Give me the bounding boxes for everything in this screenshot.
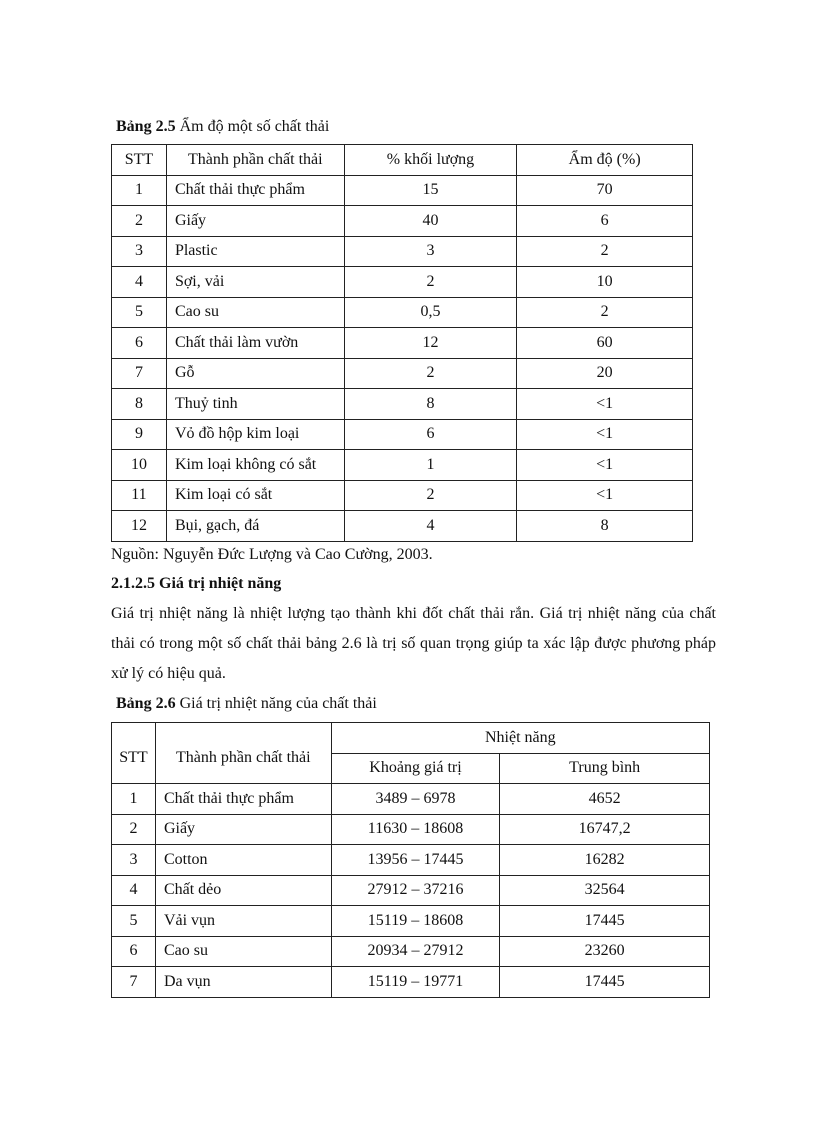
table-cell: 3	[344, 236, 517, 267]
table-cell: Gỗ	[166, 358, 344, 389]
table-cell: 0,5	[344, 297, 517, 328]
table-cell: 1	[112, 175, 167, 206]
table-cell: 16747,2	[500, 814, 710, 845]
section-paragraph: Giá trị nhiệt năng là nhiệt lượng tạo thành khi đốt chất thải rắn. Giá trị nhiệt năng của chất thải có trong một số chất thải bảng 2.6 là trị số quan trọng giúp ta xác lập được phương pháp xử lý có hiệu quả.	[111, 605, 716, 682]
table-row	[112, 267, 693, 298]
table-cell: Cotton	[155, 845, 331, 876]
table-row	[112, 511, 693, 542]
table-cell: Plastic	[166, 236, 344, 267]
table-cell: 10	[517, 267, 693, 298]
table-cell: Thuỷ tinh	[166, 389, 344, 420]
header-cell: % khối lượng	[344, 145, 517, 176]
table-cell: 15119 – 18608	[331, 906, 500, 937]
table-cell: 2	[112, 206, 167, 237]
table-cell: 10	[112, 450, 167, 481]
table-cell: 9	[112, 419, 167, 450]
table-cell: Kim loại không có sắt	[166, 450, 344, 481]
table-cell: 20934 – 27912	[331, 936, 500, 967]
table-cell: 4	[344, 511, 517, 542]
table2-caption-label: Bảng 2.6	[116, 695, 176, 712]
table-cell: 1	[344, 450, 517, 481]
table-row	[112, 419, 693, 450]
table-cell: Chất thải thực phẩm	[166, 175, 344, 206]
table-row	[112, 845, 710, 876]
table-cell: Vỏ đồ hộp kim loại	[166, 419, 344, 450]
table-cell: Bụi, gạch, đá	[166, 511, 344, 542]
table-cell: 20	[517, 358, 693, 389]
table-cell: <1	[517, 389, 693, 420]
table-cell: 8	[344, 389, 517, 420]
table-cell: Vải vụn	[155, 906, 331, 937]
table-cell: 4	[112, 267, 167, 298]
table-row	[112, 784, 710, 815]
table-row	[112, 967, 710, 998]
table-cell: 2	[344, 267, 517, 298]
table-cell: 12	[112, 511, 167, 542]
table-cell: 2	[517, 297, 693, 328]
table-cell: 15119 – 19771	[331, 967, 500, 998]
table-cell: 27912 – 37216	[331, 875, 500, 906]
table-cell: 12	[344, 328, 517, 359]
table-cell: 4	[112, 875, 156, 906]
table1-caption	[116, 117, 329, 137]
table-cell: 11630 – 18608	[331, 814, 500, 845]
table-cell: 2	[344, 358, 517, 389]
table-cell: 40	[344, 206, 517, 237]
section-heading: 2.1.2.5 Giá trị nhiệt năng	[111, 575, 282, 592]
table-cell: <1	[517, 450, 693, 481]
table-cell: 32564	[500, 875, 710, 906]
table-cell: 3489 – 6978	[331, 784, 500, 815]
table-cell: 5	[112, 297, 167, 328]
table-cell: 8	[112, 389, 167, 420]
table-row	[112, 206, 693, 237]
header-cell: STT	[112, 145, 167, 176]
table-cell: Chất thải thực phẩm	[155, 784, 331, 815]
table-cell: Da vụn	[155, 967, 331, 998]
table-cell: 70	[517, 175, 693, 206]
table-row	[112, 358, 693, 389]
table-cell: Giấy	[155, 814, 331, 845]
table-cell: Chất thải làm vườn	[166, 328, 344, 359]
table-cell: 23260	[500, 936, 710, 967]
table-row	[112, 936, 710, 967]
table1-caption-label: Bảng 2.5	[116, 118, 176, 135]
table-cell: 13956 – 17445	[331, 845, 500, 876]
table-cell: 7	[112, 967, 156, 998]
table-cell: 17445	[500, 906, 710, 937]
table-cell: 2	[344, 480, 517, 511]
table-cell: 17445	[500, 967, 710, 998]
table-cell: 6	[344, 419, 517, 450]
table-row	[112, 175, 693, 206]
table-cell: 2	[112, 814, 156, 845]
table-cell: 16282	[500, 845, 710, 876]
header-cell: Thành phần chất thải	[166, 145, 344, 176]
table-row	[112, 389, 693, 420]
table-cell: 11	[112, 480, 167, 511]
table-cell: Chất dẻo	[155, 875, 331, 906]
table-cell: Sợi, vải	[166, 267, 344, 298]
table-cell: 3	[112, 236, 167, 267]
header-cell-avg: Trung bình	[500, 753, 710, 784]
table-row	[112, 906, 710, 937]
table2-caption	[116, 694, 377, 714]
table-row	[112, 480, 693, 511]
table-row	[112, 450, 693, 481]
table-header-row	[112, 723, 710, 754]
table-cell: 5	[112, 906, 156, 937]
table-row	[112, 297, 693, 328]
table-cell: <1	[517, 480, 693, 511]
table-row	[112, 236, 693, 267]
table-cell: 7	[112, 358, 167, 389]
table-cell: 8	[517, 511, 693, 542]
table-cell: Kim loại có sắt	[166, 480, 344, 511]
table1-caption-text: Ẩm độ một số chất thải	[175, 118, 330, 135]
heat-value-table	[111, 722, 710, 998]
table-row	[112, 814, 710, 845]
table-row	[112, 328, 693, 359]
table-header-row	[112, 145, 693, 176]
table-cell: 1	[112, 784, 156, 815]
table2-caption-text: Giá trị nhiệt năng của chất thải	[175, 695, 377, 712]
table-cell: 60	[517, 328, 693, 359]
table-cell: <1	[517, 419, 693, 450]
header-cell-component: Thành phần chất thải	[155, 723, 331, 784]
table-cell: Cao su	[155, 936, 331, 967]
table-cell: 15	[344, 175, 517, 206]
moisture-table	[111, 144, 693, 542]
table-row	[112, 875, 710, 906]
moisture-table-body	[112, 175, 693, 541]
heat-value-table-body	[112, 784, 710, 998]
table-cell: 3	[112, 845, 156, 876]
header-cell-range: Khoảng giá trị	[331, 753, 500, 784]
table-cell: 6	[112, 328, 167, 359]
table-cell: Cao su	[166, 297, 344, 328]
table-cell: 6	[112, 936, 156, 967]
table1-source: Nguồn: Nguyễn Đức Lượng và Cao Cường, 2003.	[111, 546, 433, 563]
header-cell-stt: STT	[112, 723, 156, 784]
header-cell: Ẩm độ (%)	[517, 145, 693, 176]
table-cell: 4652	[500, 784, 710, 815]
table-cell: 6	[517, 206, 693, 237]
table-cell: 2	[517, 236, 693, 267]
header-cell-group: Nhiệt năng	[331, 723, 709, 754]
table-cell: Giấy	[166, 206, 344, 237]
